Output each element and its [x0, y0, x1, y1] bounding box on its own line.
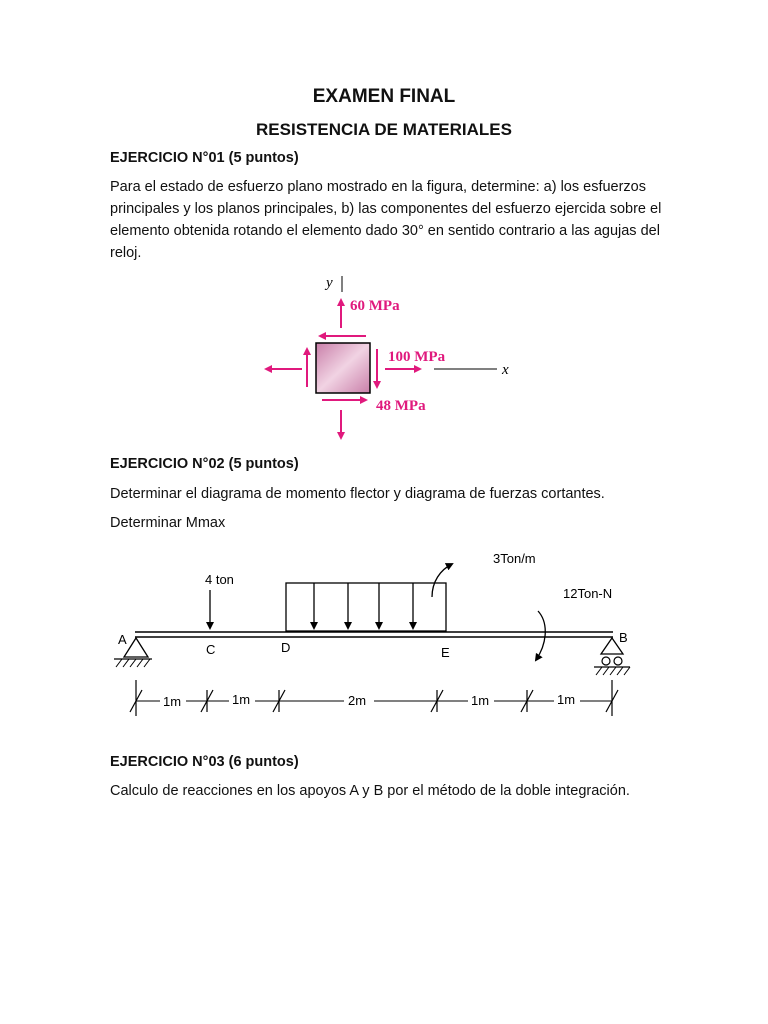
- exercise-1-heading: EJERCICIO N°01 (5 puntos): [110, 150, 299, 166]
- span-label: 1m: [471, 693, 490, 708]
- stress-label-shear: 48 MPa: [376, 398, 426, 414]
- exercise-1-text: Para el estado de esfuerzo plano mostrado en la figura, determine: a) los esfuerzos principales y los planos principales, b) las componentes del esfuerzo ejercida sobre el elemento obtenida rotando el elemento dado 30° en sentido contrario a las agujas del reloj.: [110, 179, 662, 261]
- distributed-load-box: [286, 583, 446, 631]
- label-c: C: [206, 642, 216, 657]
- stress-label-top: 60 MPa: [350, 298, 400, 314]
- span-label: 1m: [163, 694, 182, 709]
- support-b-hatch: [596, 667, 602, 675]
- y-axis-label: y: [326, 275, 333, 291]
- span-label: 1m: [232, 692, 251, 707]
- support-a-hatch: [116, 659, 122, 667]
- point-load-label: 4 ton: [205, 572, 234, 587]
- course-title: RESISTENCIA DE MATERIALES: [256, 120, 512, 139]
- label-e: E: [441, 645, 450, 660]
- moment-label: 12Ton-N: [563, 586, 613, 601]
- stress-label-right: 100 MPa: [388, 349, 446, 365]
- roller-wheel: [602, 657, 610, 665]
- load-curved-arrow: [432, 564, 452, 597]
- support-a-pin: [124, 638, 148, 657]
- exercise-3-heading: EJERCICIO N°03 (6 puntos): [110, 754, 299, 770]
- distributed-load-label: 3Ton/m: [493, 551, 536, 566]
- span-label: 1m: [557, 692, 576, 707]
- exercise-2-line1: Determinar el diagrama de momento flector y diagrama de fuerzas cortantes.: [110, 486, 605, 502]
- exercise-2-heading: EJERCICIO N°02 (5 puntos): [110, 456, 299, 472]
- moment-arrow: [536, 611, 545, 660]
- label-a: A: [118, 632, 127, 647]
- label-b: B: [619, 630, 628, 645]
- label-d: D: [281, 640, 291, 655]
- exam-title: EXAMEN FINAL: [312, 86, 456, 107]
- exercise-2-line2: Determinar Mmax: [110, 515, 226, 531]
- exercise-3-text: Calculo de reacciones en los apoyos A y B por el método de la doble integración.: [110, 783, 630, 799]
- span-label: 2m: [348, 693, 367, 708]
- x-axis-label: x: [502, 362, 509, 378]
